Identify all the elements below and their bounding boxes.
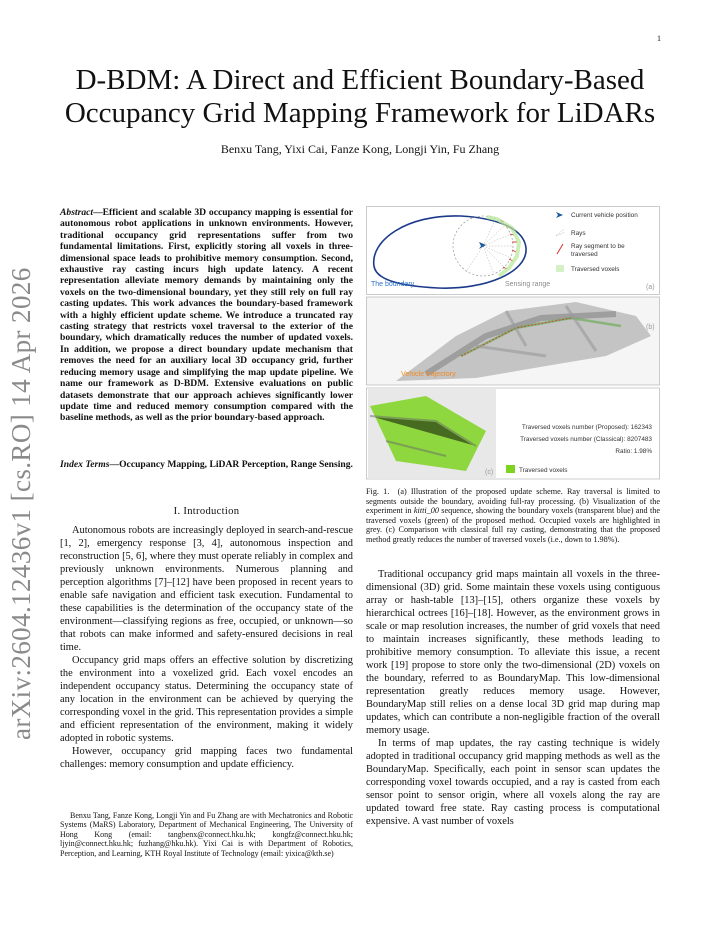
caption-kitti: kitti_00: [413, 506, 439, 515]
legend-traversed-voxels: Traversed voxels: [571, 266, 620, 273]
panel-b-label: (b): [646, 324, 655, 331]
page-number: 1: [657, 34, 661, 43]
index-terms: [60, 459, 353, 470]
label-boundary: The boundary: [371, 281, 415, 288]
legend-traversed-swatch: [556, 265, 564, 272]
label-sensing-range: Sensing range: [505, 281, 551, 288]
caption-prefix: Fig. 1.: [366, 487, 390, 496]
right-column: [366, 568, 660, 828]
figure-1: [366, 206, 660, 480]
legend-c-traversed: Traversed voxels: [519, 467, 568, 474]
intro-column: [60, 524, 353, 771]
authors: Benxu Tang, Yixi Cai, Fanze Kong, Longji Yin, Fu Zhang: [220, 142, 500, 156]
paper-title: [40, 64, 680, 130]
stat-proposed: Traversed voxels number (Proposed): 162343: [521, 424, 652, 431]
legend-c-swatch: [506, 465, 515, 473]
title-line-1: D-BDM: A Direct and Efficient Boundary-Based: [75, 64, 645, 96]
legend-ray-segment-2: traversed: [571, 251, 598, 258]
stat-ratio: Ratio: 1.98%: [615, 448, 652, 455]
title-line-2: Occupancy Grid Mapping Framework for LiDARs: [64, 97, 656, 129]
panel-a-label: (a): [646, 284, 655, 291]
caption-part-b: sequence, showing the boundary voxels (transparent blue) and the traversed voxels (green) of the proposed method. Occupied voxels are highlighted in grey. (c) Comparison with classical full ray casting, demonstrating that the proposed method greatly reduces the number of traversed voxels (i.e., down to 1.98%).: [366, 506, 660, 544]
legend-current-vehicle: Current vehicle position: [571, 212, 638, 219]
intro-paragraph-1: Autonomous robots are increasingly deployed in search-and-rescue [1, 2], emergency response [3, 4], autonomous inspection and reconstruction [5, 6], where they must operate reliably in complex and previously unknown environments. Numerous planning and perception algorithms [7]–[12] have been proposed in recent years to enable safe navigation and efficient task execution. Fundamental to these capabilities is the determination of the occupancy state of the environment—classifying regions as free, occupied, or unknown—so that robots can make informed and safety-ensured decisions in real time.: [60, 525, 353, 653]
abstract-text: —Efficient and scalable 3D occupancy mapping is essential for autonomous robot applications in unknown environments. However, traditional occupancy grid representations suffer from two fundamental limitations. First, explicitly storing all voxels in three-dimensional space leads to prohibitive memory consumption. Second, exhaustive ray casting incurs high update latency. A recent representation alleviate memory demands by maintaining only the voxels on the two-dimensional boundary, yet they still rely on full ray casting updates. This work advances the boundary-based framework with a highly efficient update scheme. We introduce a truncated ray casting strategy that restricts voxel traversal to the exterior of the boundary, which dramatically reduces the number of updated voxels. In addition, we propose a direct boundary update mechanism that removes the need for an auxiliary local 3D occupancy grid, further reducing memory usage and simplifying the map update pipeline. We name our framework as D-BDM. Extensive evaluations on public datasets demonstrate that our approach achieves significantly lower update time and reduced memory consumption compared with the baseline methods, as well as the prior boundary-based approach.: [60, 207, 353, 424]
index-terms-text: —Occupancy Mapping, LiDAR Perception, Range Sensing.: [109, 459, 353, 470]
label-vehicle-trajectory: Vehicle trajectory: [401, 369, 456, 378]
figure-caption: [366, 487, 660, 544]
arxiv-stamp: arXiv:2604.12436v1 [cs.RO] 14 Apr 2026: [6, 267, 36, 740]
footnote-text: Benxu Tang, Fanze Kong, Longji Yin and Fu Zhang are with Mechatronics and Robotic Systems (MaRS) Laboratory, Department of Mechanical Engineering, The University of Hong Kong (email: tangbenx@connect.hku.hk; kongfz@connect.hku.hk; ljyin@connect.hku.hk; fuzhang@hku.hk). Yixi Cai is with Department of Robotics, Perception, and Learning, KTH Royal Institute of Technology (email: yixica@kth.se): [60, 811, 353, 858]
panel-c-label: (c): [485, 469, 494, 476]
footnote: [60, 811, 353, 858]
legend-rays: Rays: [571, 230, 586, 237]
abstract: [60, 207, 353, 424]
right-paragraph-1: Traditional occupancy grid maps maintain all voxels in the three-dimensional (3D) grid. Some maintain these voxels using contiguous array or hash-table [13]–[15], others organize these voxels by hierarchical octrees [16]–[18]. However, as the environment grows in scale or map resolution increases, the number of grid voxels that need to maintain increases significantly, these methods leading to prohibitive memory consumption. To alleviate this issue, a recent work [19] propose to store only the two-dimensional (2D) voxels on the boundary, referred to as BoundaryMap. This low-dimensional representation greatly reduces memory usage. However, BoundaryMap still relies on a dense local 3D grid map during map updates, which can contribute a non-negligible fraction of the overall memory usage.: [366, 569, 660, 736]
stat-classical: Traversed voxels number (Classical): 8207483: [520, 436, 652, 443]
legend-ray-segment-1: Ray segment to be: [571, 243, 625, 250]
abstract-label: Abstract: [60, 207, 94, 218]
caption-part-a: (a) Illustration of the proposed update scheme. Ray traversal is limited to segments outside the boundary, avoiding full-ray processing. (b) Visualization of the experiment in: [366, 487, 660, 515]
intro-paragraph-2: Occupancy grid maps offers an effective solution by discretizing the environment into a voxelized grid. Each voxel encodes an independent occupancy status. Determining the occupancy state of any location in the environment can be achieved by querying the corresponding voxel in the grid. This representation provides a simple and efficient representation of the environment, making it widely adopted in robotic systems.: [60, 655, 353, 744]
index-terms-label: Index Terms: [60, 459, 110, 470]
section-heading: I. Introduction: [173, 506, 240, 517]
right-paragraph-2: In terms of map updates, the ray casting technique is widely adopted in traditional occupancy grid mapping methods as well as the BoundaryMap. Specifically, each point in sensor scan updates the corresponding voxel towards occupied, and a ray is casted from each sensor point to sensor origin, where all voxels along the ray are updated toward free state. Ray casting process is computational expensive. A vast number of voxels: [366, 738, 660, 827]
intro-paragraph-3: However, occupancy grid mapping faces two fundamental challenges: memory consumption and update efficiency.: [60, 746, 353, 770]
figure-1-svg: [366, 206, 660, 480]
